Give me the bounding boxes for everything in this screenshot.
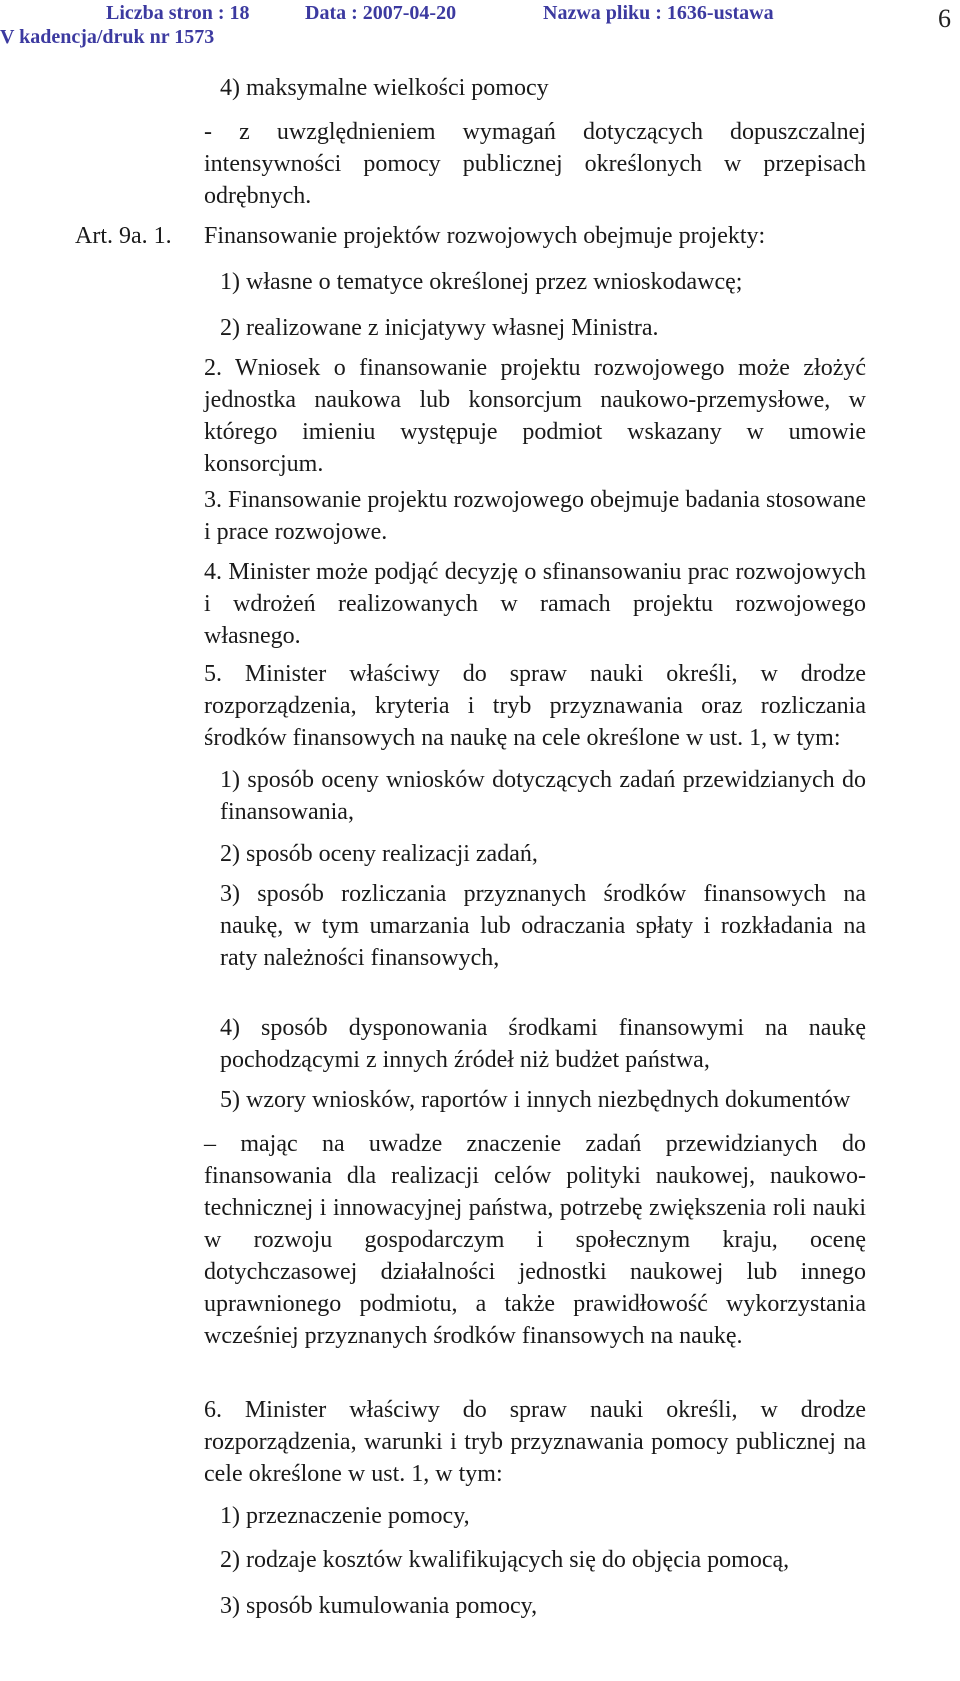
date-label: Data : 2007-04-20 <box>305 2 457 24</box>
paragraph-3: 3. Finansowanie projektu rozwojowego obejmuje badania stosowane i prace rozwojowe. <box>204 487 866 545</box>
article-intro: Finansowanie projektów rozwojowych obejmuje projekty: <box>204 223 766 249</box>
paragraph-5-item-1: 1) sposób oceny wniosków dotyczących zadań przewidzianych do finansowania, <box>220 767 866 825</box>
paragraph-5-item-4: 4) sposób dysponowania środkami finansowymi na naukę pochodzącymi z innych źródeł niż budżet państwa, <box>220 1015 866 1073</box>
paragraph-5: 5. Minister właściwy do spraw nauki określi, w drodze rozporządzenia, kryteria i tryb przyznawania oraz rozliczania środków finansowych na naukę na cele określone w ust. 1, w tym: <box>204 661 866 751</box>
article-list-item-2: 2) realizowane z inicjatywy własnej Ministra. <box>220 315 659 341</box>
dash-clause: - z uwzględnieniem wymagań dotyczących dopuszczalnej intensywności pomocy publicznej określonych w przepisach odrębnych. <box>204 119 866 209</box>
item-4-max-aid: 4) maksymalne wielkości pomocy <box>220 75 549 101</box>
document-header <box>0 0 960 52</box>
page-count-label: Liczba stron : 18 <box>106 2 250 24</box>
paragraph-6-item-1: 1) przeznaczenie pomocy, <box>220 1503 470 1529</box>
paragraph-6-item-3: 3) sposób kumulowania pomocy, <box>220 1593 538 1619</box>
paragraph-5-item-5: 5) wzory wniosków, raportów i innych niezbędnych dokumentów <box>220 1087 851 1113</box>
paragraph-4: 4. Minister może podjąć decyzję o sfinansowaniu prac rozwojowych i wdrożeń realizowanych w ramach projektu rozwojowego własnego. <box>204 559 866 649</box>
file-name-label: Nazwa pliku : 1636-ustawa <box>543 2 774 24</box>
paragraph-6: 6. Minister właściwy do spraw nauki określi, w drodze rozporządzenia, warunki i tryb przyznawania pomocy publicznej na cele określone w ust. 1, w tym: <box>204 1397 866 1487</box>
paragraph-5-item-2: 2) sposób oceny realizacji zadań, <box>220 841 538 867</box>
paragraph-2: 2. Wniosek o finansowanie projektu rozwojowego może złożyć jednostka naukowa lub konsorcjum naukowo-przemysłowe, w którego imieniu występuje podmiot wskazany w umowie konsorcjum. <box>204 355 866 477</box>
term-print-label: V kadencja/druk nr 1573 <box>0 26 215 48</box>
article-label: Art. 9a. 1. <box>75 223 172 249</box>
paragraph-5-item-3: 3) sposób rozliczania przyznanych środków finansowych na naukę, w tym umarzania lub odraczania spłaty i rozkładania na raty należności finansowych, <box>220 881 866 971</box>
page-number: 6 <box>938 4 951 33</box>
paragraph-6-item-2: 2) rodzaje kosztów kwalifikujących się do objęcia pomocą, <box>220 1547 790 1573</box>
paragraph-5-closing: – mając na uwadze znaczenie zadań przewidzianych do finansowania dla realizacji celów polityki naukowej, naukowo-technicznej i innowacyjnej państwa, potrzebę zwiększenia roli nauki w rozwoju gospodarczym i społecznym kraju, ocenę dotychczasowej działalności jednostki naukowej lub innego uprawnionego podmiotu, a także prawidłowość wykorzystania wcześniej przyznanych środków finansowych na naukę. <box>204 1131 866 1349</box>
article-list-item-1: 1) własne o tematyce określonej przez wnioskodawcę; <box>220 269 743 295</box>
